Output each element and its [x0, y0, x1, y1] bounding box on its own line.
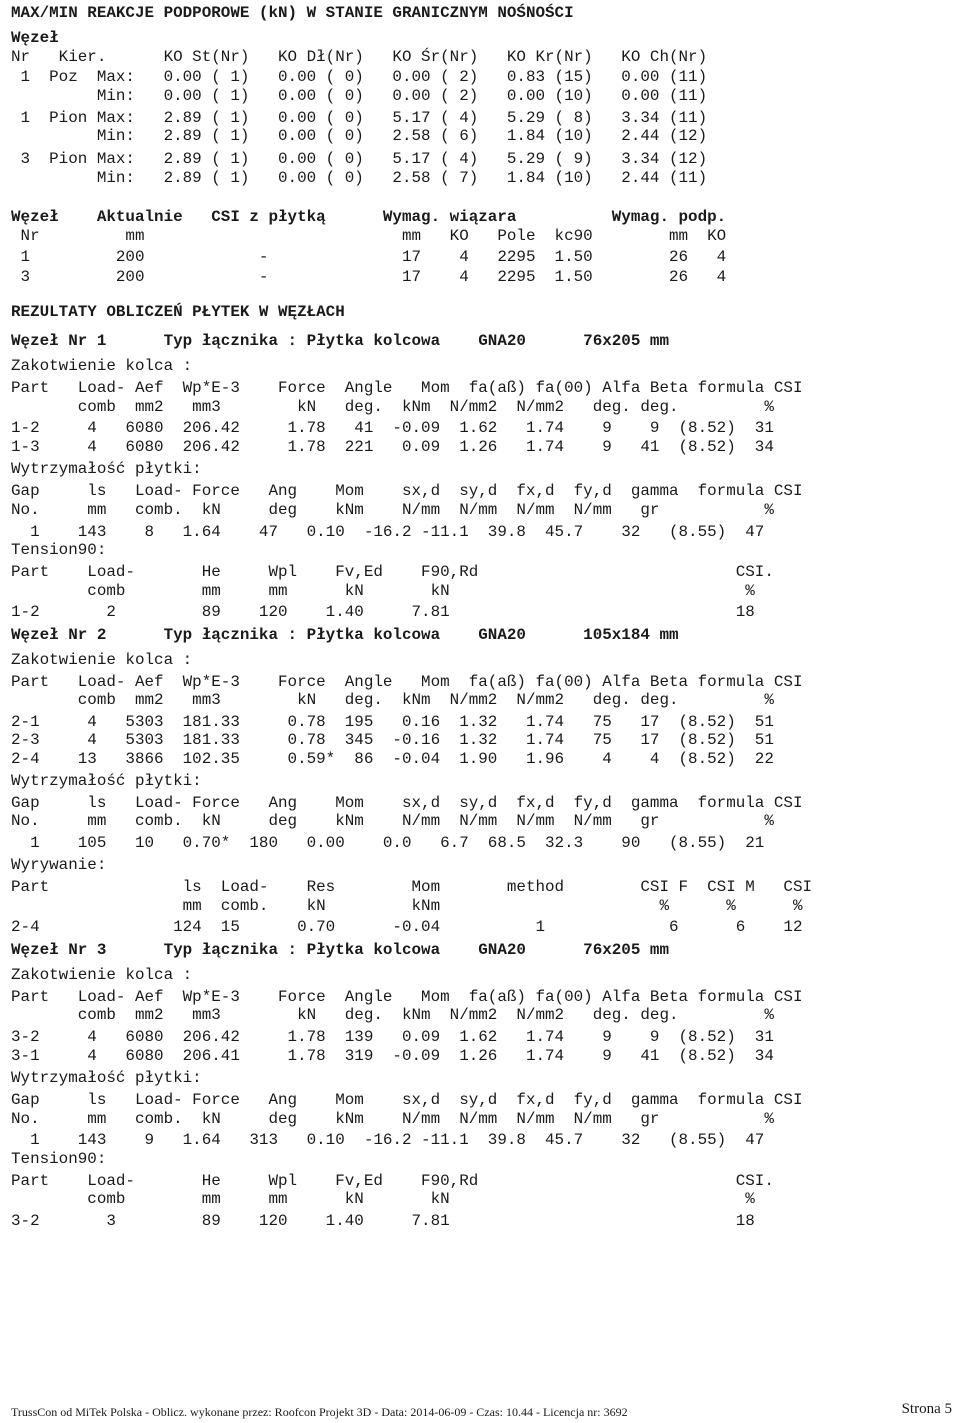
anchorage-row: 2-4 13 3866 102.35 0.59* 86 -0.04 1.90 1.96 4 4 (8.52) 22 [11, 750, 774, 768]
reactions-row: 1 Poz Max: 0.00 ( 1) 0.00 ( 0) 0.00 ( 2) 0.83 (15) 0.00 (11) [11, 68, 708, 86]
reactions-row: 1 Pion Max: 2.89 ( 1) 0.00 ( 0) 5.17 ( 4) 5.29 ( 8) 3.34 (11) [11, 109, 708, 127]
strength-row: 1 105 10 0.70* 180 0.00 0.0 6.7 68.5 32.3 90 (8.55) 21 [11, 834, 765, 852]
pullout-units: mm comb. kN kNm % % % [11, 897, 803, 915]
anchorage-header: Part Load- Aef Wp*E-3 Force Angle Mom fa(aß) fa(00) Alfa Beta formula CSI [11, 673, 803, 691]
anchorage-row: 1-3 4 6080 206.42 1.78 221 0.09 1.26 1.74 9 41 (8.52) 34 [11, 438, 774, 456]
tension90-header: Part Load- He Wpl Fv,Ed F90,Rd CSI. [11, 1172, 774, 1190]
tension90-units: comb mm mm kN kN % [11, 582, 755, 600]
tension90-row: 3-2 3 89 120 1.40 7.81 18 [11, 1212, 755, 1230]
page-number: Strona 5 [901, 1401, 952, 1417]
pullout-header: Part ls Load- Res Mom method CSI F CSI M CSI [11, 878, 813, 896]
strength-units: No. mm comb. kN deg kNm N/mm N/mm N/mm N/mm gr % [11, 812, 774, 830]
reactions-row: 3 Pion Max: 2.89 ( 1) 0.00 ( 0) 5.17 ( 4) 5.29 ( 9) 3.34 (12) [11, 150, 708, 168]
anchorage-units: comb mm2 mm3 kN deg. kNm N/mm2 N/mm2 deg. deg. % [11, 1006, 774, 1024]
tension90-row: 1-2 2 89 120 1.40 7.81 18 [11, 603, 755, 621]
anchorage-row: 2-3 4 5303 181.33 0.78 345 -0.16 1.32 1.74 75 17 (8.52) 51 [11, 731, 774, 749]
anchorage-label: Zakotwienie kolca : [11, 651, 193, 669]
anchorage-units: comb mm2 mm3 kN deg. kNm N/mm2 N/mm2 deg. deg. % [11, 398, 774, 416]
strength-row: 1 143 8 1.64 47 0.10 -16.2 -11.1 39.8 45.7 32 (8.55) 47 [11, 523, 765, 541]
reactions-header: Nr Kier. KO St(Nr) KO Dł(Nr) KO Śr(Nr) KO Kr(Nr) KO Ch(Nr) [11, 48, 708, 66]
support-table-row: 1 200 - 17 4 2295 1.50 26 4 [11, 248, 727, 266]
anchorage-header: Part Load- Aef Wp*E-3 Force Angle Mom fa(aß) fa(00) Alfa Beta formula CSI [11, 379, 803, 397]
node-3-heading: Węzeł Nr 3 Typ łącznika : Płytka kolcowa GNA20 76x205 mm [11, 941, 669, 959]
report-title: MAX/MIN REAKCJE PODPOROWE (kN) W STANIE GRANICZNYM NOŚNOŚCI [11, 4, 574, 22]
tension90-label: Tension90: [11, 1150, 107, 1168]
strength-header: Gap ls Load- Force Ang Mom sx,d sy,d fx,d fy,d gamma formula CSI [11, 794, 803, 812]
anchorage-row: 1-2 4 6080 206.42 1.78 41 -0.09 1.62 1.74 9 9 (8.52) 31 [11, 419, 774, 437]
node-2-heading: Węzeł Nr 2 Typ łącznika : Płytka kolcowa GNA20 105x184 mm [11, 626, 679, 644]
anchorage-row: 2-1 4 5303 181.33 0.78 195 0.16 1.32 1.74 75 17 (8.52) 51 [11, 713, 774, 731]
anchorage-row: 3-2 4 6080 206.42 1.78 139 0.09 1.62 1.74 9 9 (8.52) 31 [11, 1028, 774, 1046]
strength-units: No. mm comb. kN deg kNm N/mm N/mm N/mm N/mm gr % [11, 1110, 774, 1128]
pullout-row: 2-4 124 15 0.70 -0.04 1 6 6 12 [11, 918, 803, 936]
support-table-header: Węzeł Aktualnie CSI z płytką Wymag. wiązara Wymag. podp. [11, 208, 727, 226]
reactions-row: Min: 2.89 ( 1) 0.00 ( 0) 2.58 ( 7) 1.84 (10) 2.44 (11) [11, 169, 708, 187]
strength-header: Gap ls Load- Force Ang Mom sx,d sy,d fx,d fy,d gamma formula CSI [11, 482, 803, 500]
plate-strength-label: Wytrzymałość płytki: [11, 772, 202, 790]
page-footer: TrussCon od MiTek Polska - Oblicz. wykonane przez: Roofcon Projekt 3D - Data: 2014-06-09 - Czas: 10.44 - Licencja nr: 3692 [11, 1405, 628, 1419]
support-table-row: 3 200 - 17 4 2295 1.50 26 4 [11, 268, 727, 286]
tension90-header: Part Load- He Wpl Fv,Ed F90,Rd CSI. [11, 563, 774, 581]
reactions-header-node: Węzeł [11, 29, 59, 47]
plate-strength-label: Wytrzymałość płytki: [11, 1069, 202, 1087]
strength-units: No. mm comb. kN deg kNm N/mm N/mm N/mm N/mm gr % [11, 501, 774, 519]
plate-strength-label: Wytrzymałość płytki: [11, 460, 202, 478]
anchorage-label: Zakotwienie kolca : [11, 966, 193, 984]
anchorage-header: Part Load- Aef Wp*E-3 Force Angle Mom fa(aß) fa(00) Alfa Beta formula CSI [11, 988, 803, 1006]
reactions-row: Min: 2.89 ( 1) 0.00 ( 0) 2.58 ( 6) 1.84 (10) 2.44 (12) [11, 127, 708, 145]
anchorage-row: 3-1 4 6080 206.41 1.78 319 -0.09 1.26 1.74 9 41 (8.52) 34 [11, 1047, 774, 1065]
reactions-row: Min: 0.00 ( 1) 0.00 ( 0) 0.00 ( 2) 0.00 (10) 0.00 (11) [11, 87, 708, 105]
tension90-units: comb mm mm kN kN % [11, 1190, 755, 1208]
tension90-label: Tension90: [11, 541, 107, 559]
support-table-units: Nr mm mm KO Pole kc90 mm KO [11, 227, 727, 245]
plates-section-title: REZULTATY OBLICZEŃ PŁYTEK W WĘZŁACH [11, 303, 345, 321]
node-1-heading: Węzeł Nr 1 Typ łącznika : Płytka kolcowa GNA20 76x205 mm [11, 332, 669, 350]
anchorage-label: Zakotwienie kolca : [11, 357, 193, 375]
pullout-label: Wyrywanie: [11, 856, 107, 874]
strength-row: 1 143 9 1.64 313 0.10 -16.2 -11.1 39.8 45.7 32 (8.55) 47 [11, 1131, 765, 1149]
anchorage-units: comb mm2 mm3 kN deg. kNm N/mm2 N/mm2 deg. deg. % [11, 691, 774, 709]
strength-header: Gap ls Load- Force Ang Mom sx,d sy,d fx,d fy,d gamma formula CSI [11, 1091, 803, 1109]
